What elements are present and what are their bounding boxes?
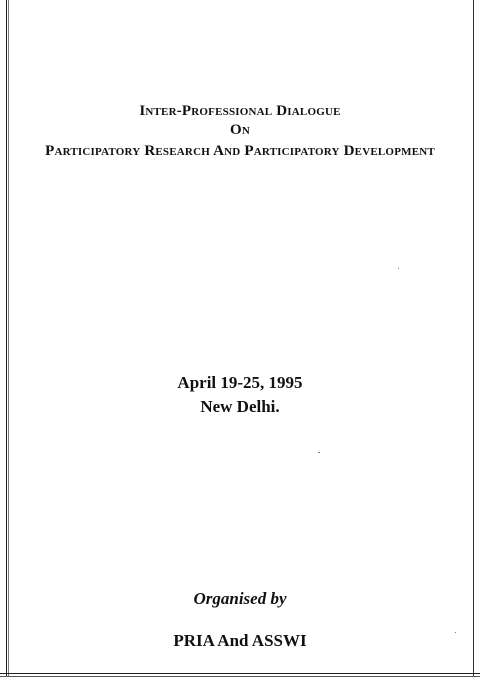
- page-edge-bottom-outer: [0, 676, 480, 677]
- organised-by-label: Organised by: [193, 589, 287, 608]
- page-edge-left-inner: [8, 0, 9, 676]
- page-edge-right: [473, 0, 474, 676]
- title-line-2: On: [229, 122, 250, 138]
- title-line-1: Inter-Professional Dialogue: [139, 103, 341, 119]
- scan-speck: [318, 452, 320, 453]
- organisers: PRIA And ASSWI: [173, 631, 307, 650]
- event-dates: April 19-25, 1995: [177, 373, 303, 392]
- page-edge-left: [6, 0, 7, 676]
- scan-speck: [398, 268, 399, 269]
- page-edge-bottom: [0, 673, 480, 674]
- title-line-3: Participatory Research And Participatory Development: [45, 143, 435, 159]
- event-location: New Delhi.: [200, 397, 280, 416]
